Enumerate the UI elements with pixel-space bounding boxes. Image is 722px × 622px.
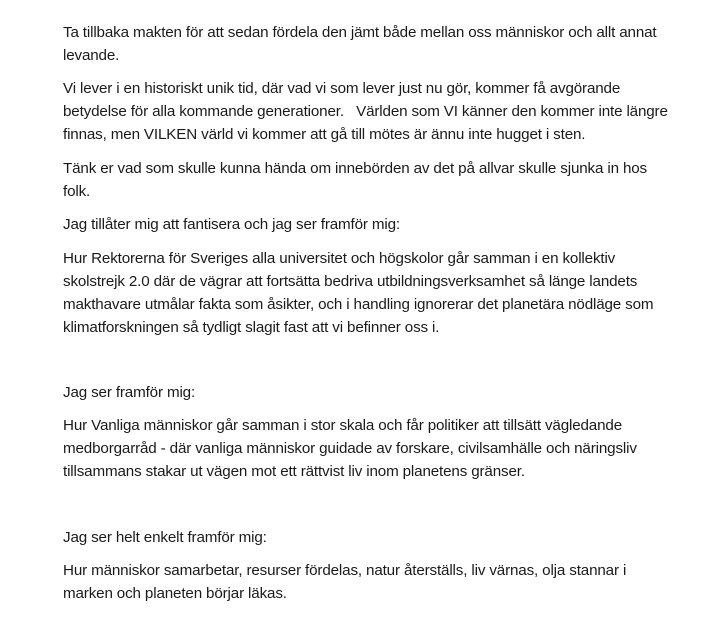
paragraph: Vi lever i en historiskt unik tid, där vad vi som lever just nu gör, kommer få avgörande betydelse för alla kommande generationer. Världen som VI känner den kommer inte längre finnas, men VILKEN värld vi kommer att gå till mötes är ännu inte hugget i sten. xyxy=(63,80,672,143)
paragraph: Jag ser helt enkelt framför mig: xyxy=(63,529,267,546)
paragraph: Hur människor samarbetar, resurser fördelas, natur återställs, liv värnas, olja stannar i marken och planeten börjar läkas. xyxy=(63,562,627,602)
paragraph: Hur Vanliga människor går samman i stor skala och får politiker att tillsätt vägledande medborgarråd - där vanliga människor guidade av forskare, civilsamhälle och näringsliv tillsammans stakar ut vägen mot ett rättvist liv inom planetens gränser. xyxy=(63,417,637,480)
paragraph: Jag ser framför mig: xyxy=(63,384,196,401)
paragraph: Tänk er vad som skulle kunna hända om innebörden av det på allvar skulle sjunka in hos folk. xyxy=(63,160,647,200)
paragraph: Jag tillåter mig att fantisera och jag ser framför mig: xyxy=(63,216,400,233)
paragraph: Hur Rektorerna för Sveriges alla universitet och högskolor går samman i en kollektiv skolstrejk 2.0 där de vägrar att fortsätta bedriva utbildningsverksamhet så länge landets makthavare utmålar fakta som åsikter, och i handling ignorerar det planetära nödläge som klimatforskningen så tydligt slagit fast att vi befinner oss i. xyxy=(63,250,654,336)
paragraph: Ta tillbaka makten för att sedan fördela den jämt både mellan oss människor och allt annat levande. xyxy=(63,24,657,64)
